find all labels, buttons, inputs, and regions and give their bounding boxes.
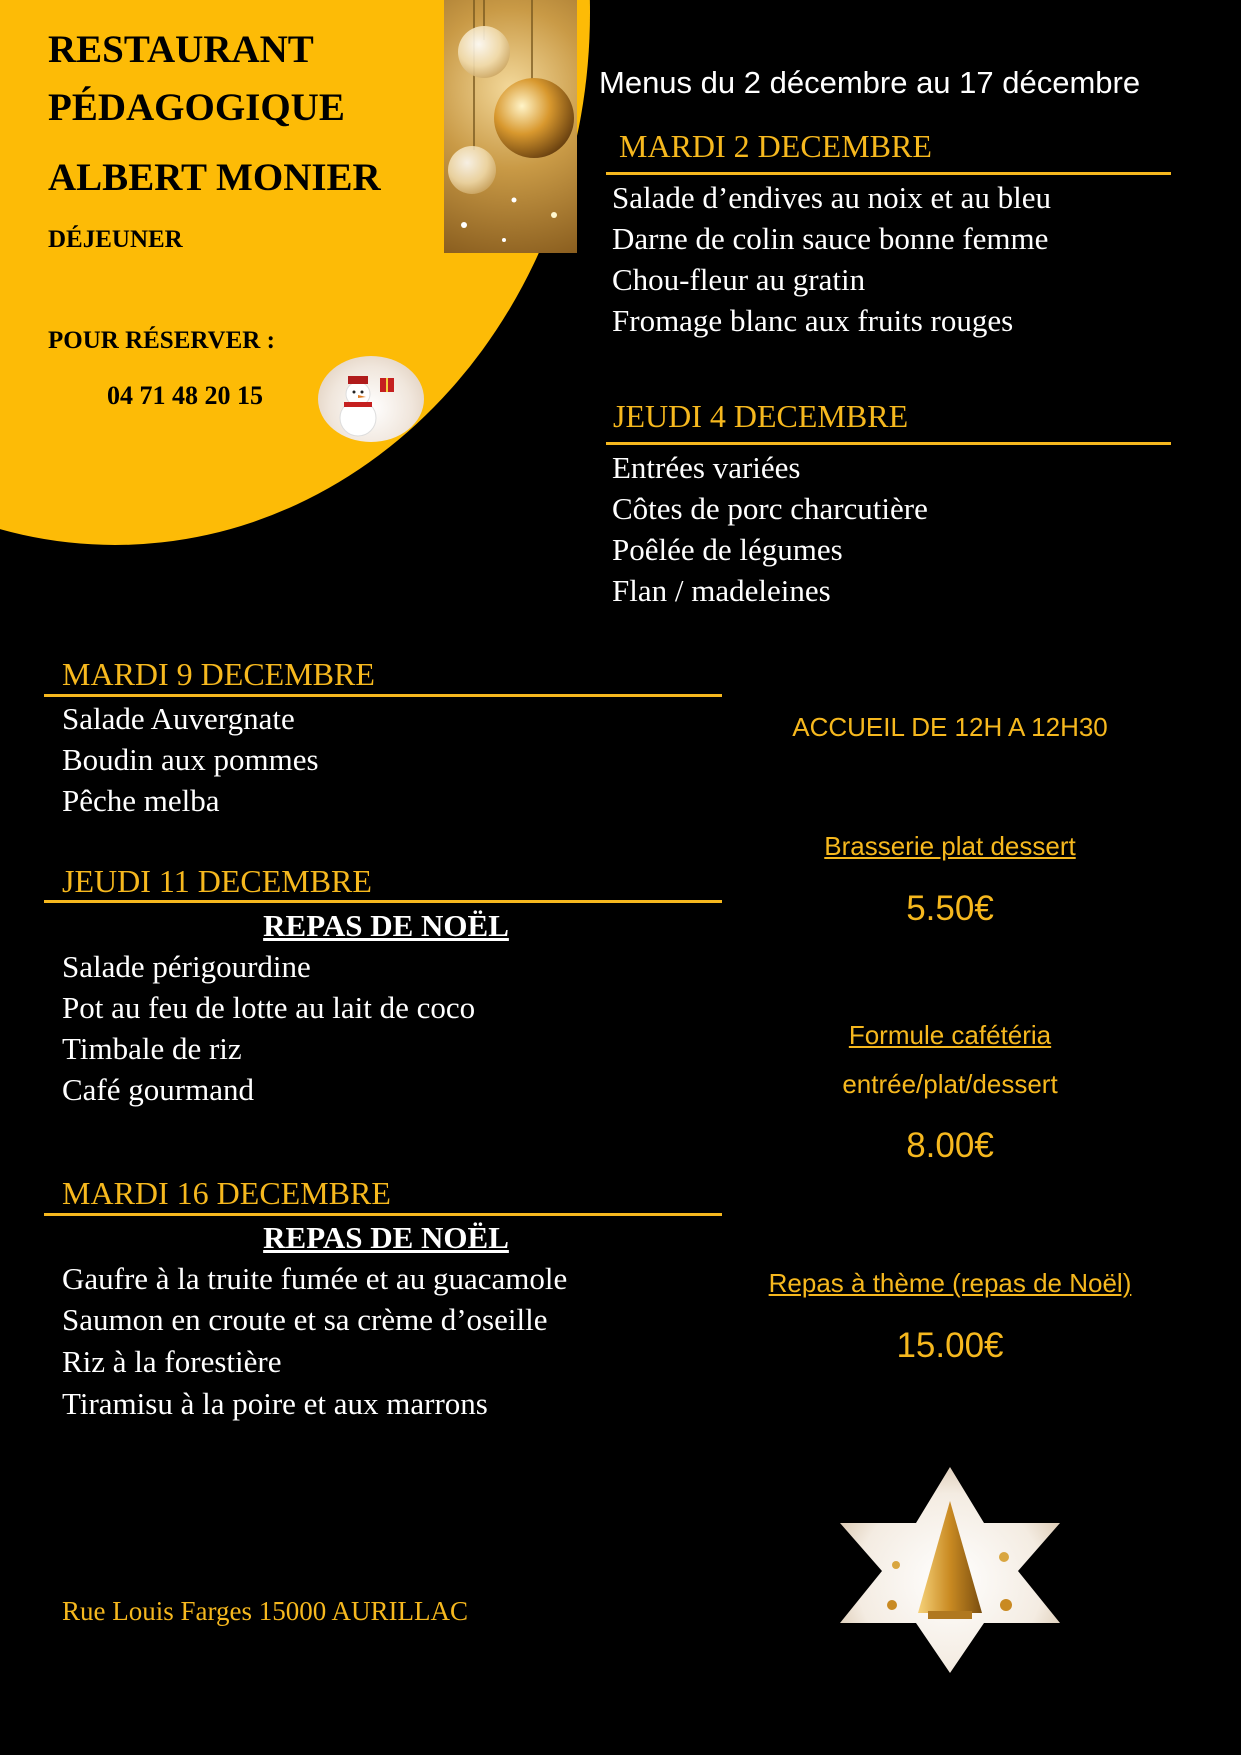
menu-item: Gaufre à la truite fumée et au guacamole [62,1261,568,1296]
christmas-star-image [836,1465,1064,1675]
brasserie-price: 5.50€ [906,889,994,928]
menu-item: Poêlée de légumes [612,532,843,567]
menu-item: Entrées variées [612,450,801,485]
day-title-jeudi-11: JEUDI 11 DECEMBRE [62,863,372,899]
welcome-hours: ACCUEIL DE 12H A 12H30 [792,712,1108,742]
address: Rue Louis Farges 15000 AURILLAC [62,1596,468,1626]
menu-item: Saumon en croute et sa crème d’oseille [62,1302,548,1337]
menu-item: Riz à la forestière [62,1344,282,1379]
christmas-ornament-image [444,0,577,253]
christmas-meal-title: REPAS DE NOËL [263,908,509,943]
menu-period-title: Menus du 2 décembre au 17 décembre [599,65,1141,100]
day-title-mardi-9: MARDI 9 DECEMBRE [62,656,375,692]
meal-label: DÉJEUNER [48,226,183,253]
menu-item: Salade périgourdine [62,949,311,984]
day-title-jeudi-4: JEUDI 4 DECEMBRE [613,398,909,434]
menu-item: Salade d’endives au noix et au bleu [612,180,1052,215]
day-title-mardi-2: MARDI 2 DECEMBRE [619,128,932,164]
menu-item: Côtes de porc charcutière [612,491,928,526]
section-divider [44,900,722,903]
restaurant-name-line2: PÉDAGOGIQUE [48,86,345,129]
section-divider [44,1213,722,1216]
star-icon [836,1465,1064,1675]
menu-item: Boudin aux pommes [62,742,319,777]
snowman-icon [318,356,424,442]
theme-meal-label: Repas à thème (repas de Noël) [768,1268,1132,1298]
ornament-icon [444,0,577,253]
section-divider [606,442,1171,445]
menu-item: Timbale de riz [62,1031,242,1066]
menu-item: Pot au feu de lotte au lait de coco [62,990,476,1025]
menu-item: Salade Auvergnate [62,701,295,736]
restaurant-name-line1: RESTAURANT [48,28,314,71]
section-divider [606,172,1171,175]
menu-item: Tiramisu à la poire et aux marrons [62,1386,488,1421]
cafeteria-detail: entrée/plat/dessert [842,1069,1058,1099]
christmas-meal-title: REPAS DE NOËL [263,1220,509,1255]
restaurant-name-line3: ALBERT MONIER [48,156,381,199]
section-divider [44,694,722,697]
menu-item: Pêche melba [62,783,220,818]
reserve-label: POUR RÉSERVER : [48,327,275,354]
day-title-mardi-16: MARDI 16 DECEMBRE [62,1175,391,1211]
brasserie-label: Brasserie plat dessert [824,831,1076,861]
menu-item: Café gourmand [62,1072,254,1107]
cafeteria-label: Formule cafétéria [848,1020,1052,1050]
cafeteria-price: 8.00€ [906,1126,994,1165]
menu-item: Flan / madeleines [612,573,831,608]
snowman-image [318,356,424,442]
theme-meal-price: 15.00€ [896,1326,1004,1365]
menu-item: Chou-fleur au gratin [612,262,866,297]
menu-item: Fromage blanc aux fruits rouges [612,303,1014,338]
phone-number: 04 71 48 20 15 [107,381,263,410]
menu-item: Darne de colin sauce bonne femme [612,221,1049,256]
